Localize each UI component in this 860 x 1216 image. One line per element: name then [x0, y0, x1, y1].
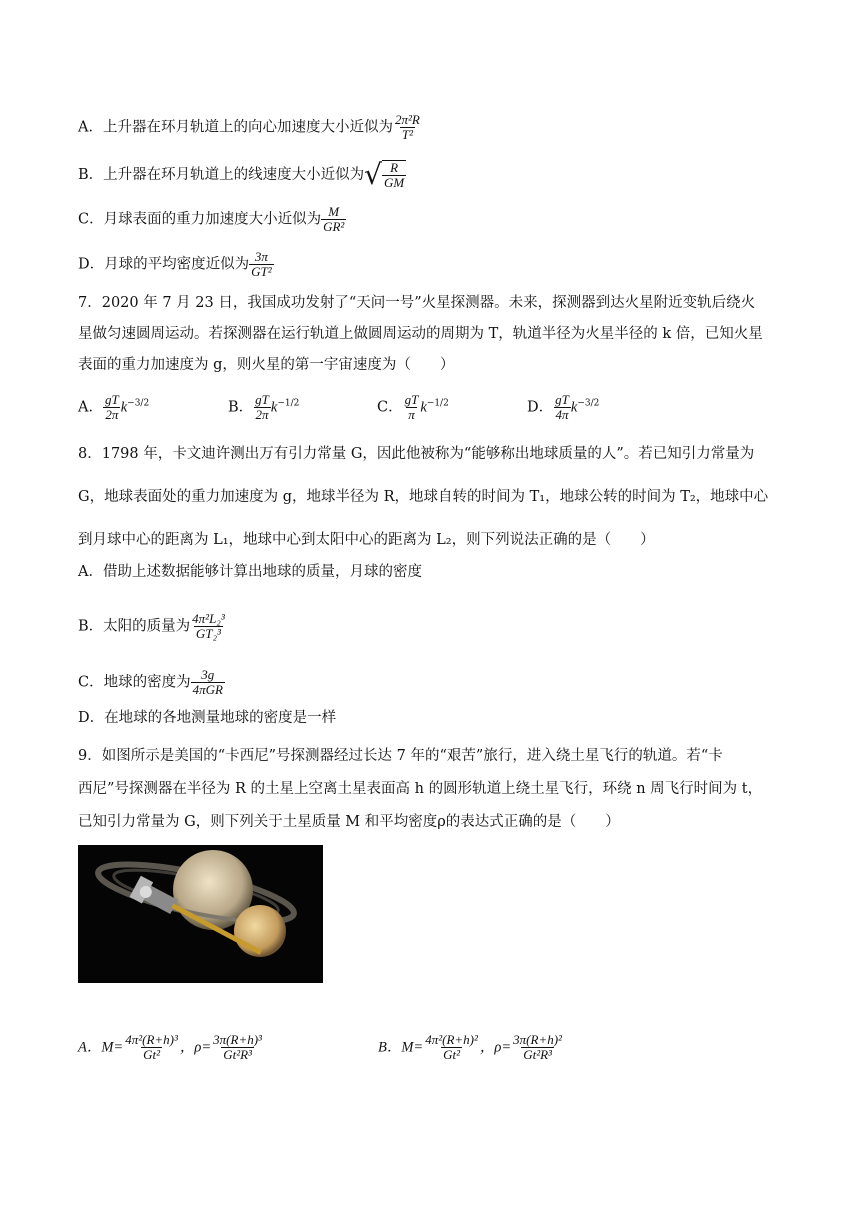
q9-line1: 9．如图所示是美国的“卡西尼”号探测器经过长达 7 年的“艰苦”旅行，进入绕土星飞行的轨道。若“卡 — [78, 748, 723, 764]
q8-option-c: C．地球的密度为 $\frac{3g}{\text{4πGR}}$ — [78, 667, 223, 697]
q6-option-c — [78, 205, 346, 234]
saturn-cassini-image — [78, 845, 323, 983]
q8-option-d: D．在地球的各地测量地球的密度是一样 — [78, 710, 337, 726]
q6-option-b-sqrt: √ $\frac{R}{GM}$ — [364, 158, 405, 191]
q9-option-b: B．M= $\frac{\text{4π²(R+h)²}}{\text{Gt²}}$ ，ρ= $\frac{\text{3π(R+h)²}}{\text{Gt²R³}}$ — [378, 1032, 562, 1062]
q6-option-a — [78, 113, 422, 142]
q9-line3: 已知引力常量为 G，则下列关于土星质量 M 和平均密度ρ的表达式正确的是（ ） — [78, 814, 620, 830]
q6-option-c-text: C．月球表面的重力加速度大小近似为 — [78, 211, 322, 228]
q9-option-a: A．M= $\frac{\text{4π²(R+h)³}}{\text{Gt²}}$ ，ρ= $\frac{\text{3π(R+h)³}}{\text{Gt²R³}}$ — [78, 1032, 262, 1062]
q8-line1: 8．1798 年，卡文迪许测出万有引力常量 G，因此他被称为“能够称出地球质量的人”。若已知引力常量为 — [78, 446, 755, 462]
q9-line2: 西尼”号探测器在半径为 R 的土星上空离土星表面高 h 的圆形轨道上绕土星飞行，环绕 n 周飞行时间为 t， — [78, 781, 763, 797]
q9-stem — [78, 740, 783, 839]
q8-option-c-fraction: $\frac{3g}{\text{4πGR}}$ — [192, 667, 223, 697]
q8-stem — [78, 433, 783, 562]
q7-stem — [78, 288, 783, 381]
q7-option-c: C． $\frac{gT}{\pi}$ $k^{-1/2}$ — [377, 392, 449, 422]
q6-option-b-text: B．上升器在环月轨道上的线速度大小近似为 — [78, 167, 365, 183]
q7-line2: 星做匀速圆周运动。若探测器在运行轨道上做圆周运动的周期为 T，轨道半径为火星半径的 k 倍，已知火星 — [78, 326, 763, 342]
q6-option-d — [78, 250, 274, 279]
q6-option-d-text: D．月球的平均密度近似为 — [78, 256, 250, 273]
q6-option-a-fraction: $\frac{\text{2π²R}}{\text{T²}}$ — [394, 112, 420, 142]
q7-option-d: D． $\frac{gT}{4\pi}$ $k^{-3/2}$ — [527, 392, 600, 422]
q7-option-b: B． $\frac{gT}{2\pi}$ $k^{-1/2}$ — [228, 392, 300, 422]
q6-option-c-fraction: $\frac{M}{\text{GR²}}$ — [323, 204, 345, 234]
q7-line1: 7．2020 年 7 月 23 日，我国成功发射了“天问一号”火星探测器。未来，探测器到达火星附近变轨后绕火 — [78, 295, 756, 311]
q7-line3: 表面的重力加速度为 g，则火星的第一宇宙速度为（ ） — [78, 357, 455, 373]
saturn-cassini-illustration — [78, 845, 323, 983]
q8-line2: G，地球表面处的重力加速度为 g，地球半径为 R，地球自转的时间为 T₁，地球公转的时间为 T₂，地球中心 — [78, 489, 769, 505]
q8-option-b-fraction: $\frac{\text{4π²L₂³}}{\text{GT₂³}}$ — [192, 611, 225, 641]
q6-option-a-text: A．上升器在环月轨道上的向心加速度大小近似为 — [78, 119, 393, 136]
q8-option-a: A．借助上述数据能够计算出地球的质量，月球的密度 — [78, 564, 422, 580]
q8-option-b: B．太阳的质量为 $\frac{\text{4π²L₂³}}{\text{GT₂³}}$ — [78, 611, 225, 641]
q8-line3: 到月球中心的距离为 L₁，地球中心到太阳中心的距离为 L₂，则下列说法正确的是（ ） — [78, 532, 655, 548]
q6-option-d-fraction: $\frac{3\pi}{\text{GT²}}$ — [251, 249, 272, 279]
q7-option-a: A． $\frac{gT}{2\pi}$ $k^{-3/2}$ — [78, 392, 150, 422]
q6-option-b — [78, 160, 406, 190]
